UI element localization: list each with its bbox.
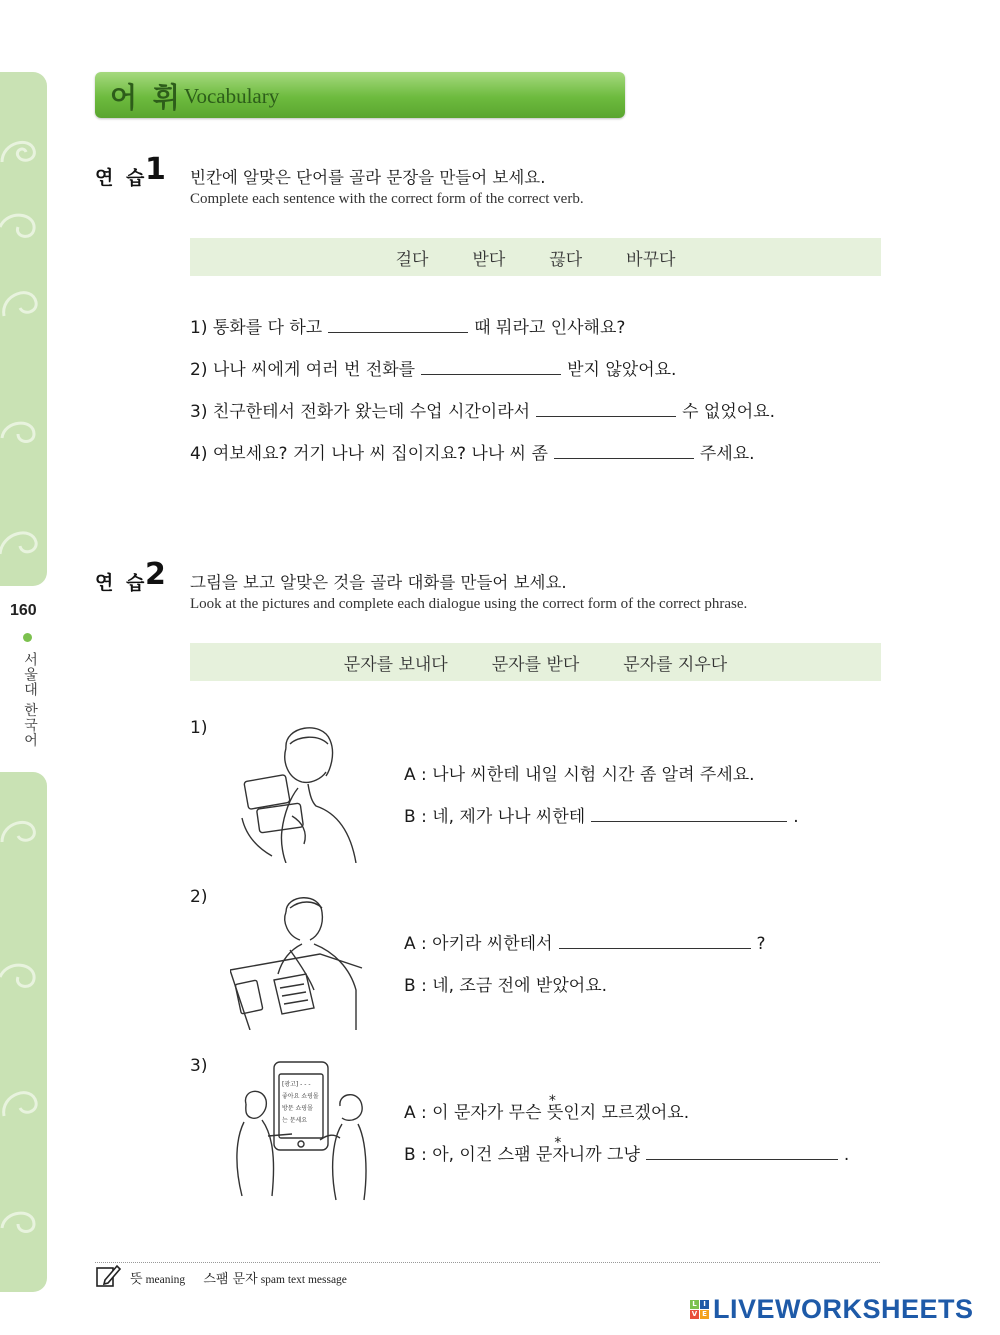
swirl-ornament-icon (0, 1192, 47, 1248)
sentence-1 (190, 313, 625, 338)
item-3-line-b (404, 1140, 849, 1165)
swirl-ornament-icon (0, 512, 47, 568)
dialog-text: B : 네, 제가 나나 씨한테 (404, 807, 586, 827)
swirl-ornament-icon (0, 122, 47, 178)
answer-blank[interactable] (554, 444, 694, 459)
item-2-line-b: B : 네, 조금 전에 받았어요. (404, 976, 608, 996)
sentence-text: 3) 친구한테서 전화가 왔는데 수업 시간이라서 (190, 402, 531, 422)
illustration-man-reading-at-desk (230, 890, 365, 1030)
phrase-bank-item: 문자를 받다 (491, 654, 580, 675)
item-1-line-b (404, 802, 799, 827)
footnoted-word: 자 * (552, 1145, 568, 1165)
answer-blank[interactable] (559, 934, 751, 949)
glossary-term: 스팸 문자 (203, 1272, 258, 1287)
glossary-term: 뜻 (130, 1272, 143, 1287)
sentence-4 (190, 439, 755, 464)
item-3-line-a (404, 1098, 689, 1123)
word-bank-item: 바꾸다 (626, 249, 676, 270)
item-1-line-a: A : 나나 씨한테 내일 시험 시간 좀 알려 주세요. (404, 765, 755, 785)
item-2-number: 2) (190, 887, 208, 907)
dialog-text: . (793, 807, 799, 827)
answer-blank[interactable] (591, 807, 787, 822)
footnote-glossary (130, 1268, 361, 1287)
phone-screen-text: [광고] - - - (282, 1081, 311, 1088)
answer-blank[interactable] (421, 360, 561, 375)
phone-screen-text: 좋아요 쇼핑몰 (282, 1093, 319, 1100)
exercise-1-instruction-korean: 빈칸에 알맞은 단어를 골라 문장을 만들어 보세요. (190, 168, 546, 187)
logo-letter: V (691, 1310, 698, 1318)
sentence-2 (190, 355, 676, 380)
exercise-1-label: 연 습 (95, 167, 148, 189)
word-bank-item: 걸다 (395, 249, 429, 270)
exercise-1-instruction-english: Complete each sentence with the correct form of the correct verb. (190, 191, 584, 207)
phone-screen-text: 방문 쇼핑몰 (282, 1105, 313, 1112)
word-bank-item: 받다 (472, 249, 506, 270)
exercise-2-number: 2 (145, 557, 166, 592)
section-title-korean: 어 휘 (110, 81, 183, 114)
logo-letter: E (700, 1310, 709, 1319)
logo-letter: L (690, 1300, 699, 1309)
sidebar-decoration-bottom (0, 772, 47, 1292)
sentence-text: 수 없었어요. (682, 402, 775, 422)
section-title-english: Vocabulary (184, 84, 280, 108)
swirl-ornament-icon (0, 402, 47, 458)
exercise-2-label: 연 습 (95, 572, 148, 594)
word-bank (190, 238, 881, 276)
swirl-ornament-icon (0, 197, 47, 253)
swirl-ornament-icon (0, 947, 47, 1003)
footnoted-word: 뜻 * (547, 1103, 563, 1123)
footnote-divider (95, 1262, 880, 1263)
phrase-bank-item: 문자를 보내다 (343, 654, 448, 675)
note-pencil-icon (95, 1262, 121, 1288)
dialog-text: B : 아, 이건 스팸 문 (404, 1145, 553, 1165)
sentence-3 (190, 397, 775, 422)
dialog-text: . (843, 1145, 850, 1165)
illustration-two-people-with-phone (232, 1060, 372, 1202)
logo-letter: I (700, 1300, 709, 1309)
item-2-line-a (404, 929, 766, 954)
sentence-text: 받지 않았어요. (567, 360, 677, 380)
sentence-text: 1) 통화를 다 하고 (190, 318, 323, 338)
item-1-number: 1) (190, 718, 208, 738)
answer-blank[interactable] (328, 318, 468, 333)
dialog-text: 인지 모르겠어요. (563, 1103, 690, 1123)
sentence-text: 2) 나나 씨에게 여러 번 전화를 (190, 360, 416, 380)
sentence-text: 때 뭐라고 인사해요? (474, 318, 626, 338)
brand-name: LIVEWORKSHEETS (713, 1294, 974, 1324)
exercise-2-instruction-english: Look at the pictures and complete each dialogue using the correct form of the correct phrase. (190, 596, 748, 612)
phone-screen-text: 는 문세요 (282, 1117, 308, 1124)
dialog-text: A : 아키라 씨한테서 (404, 934, 553, 954)
dialog-text: 니까 그냥 (568, 1145, 640, 1165)
liveworksheets-logo[interactable] (690, 1294, 974, 1325)
sidebar-decoration-top (0, 72, 47, 586)
word-bank-item: 끊다 (549, 249, 583, 270)
live-logo-grid-icon (690, 1300, 709, 1319)
dialog-text: A : 이 문자가 무슨 (404, 1103, 547, 1123)
dialog-text: ? (756, 934, 766, 954)
page-dot-icon (23, 633, 32, 642)
page-number: 160 (10, 602, 37, 619)
glossary-meaning: spam text message (260, 1274, 347, 1286)
sentence-text: 주세요. (699, 444, 755, 464)
answer-blank[interactable] (646, 1145, 838, 1160)
swirl-ornament-icon (0, 802, 47, 858)
phrase-bank (190, 643, 881, 681)
swirl-ornament-icon (0, 1072, 47, 1128)
sentence-text: 4) 여보세요? 거기 나나 씨 집이지요? 나나 씨 좀 (190, 444, 548, 464)
answer-blank[interactable] (536, 402, 676, 417)
exercise-1-number: 1 (145, 152, 166, 187)
phrase-bank-item: 문자를 지우다 (623, 654, 728, 675)
book-title: 서울대 한국어 (22, 652, 38, 748)
illustration-man-typing-on-phone (238, 718, 363, 863)
item-3-number: 3) (190, 1056, 208, 1076)
glossary-meaning: meaning (145, 1274, 186, 1286)
exercise-2-instruction-korean: 그림을 보고 알맞은 것을 골라 대화를 만들어 보세요. (190, 573, 567, 592)
swirl-ornament-icon (0, 272, 47, 328)
